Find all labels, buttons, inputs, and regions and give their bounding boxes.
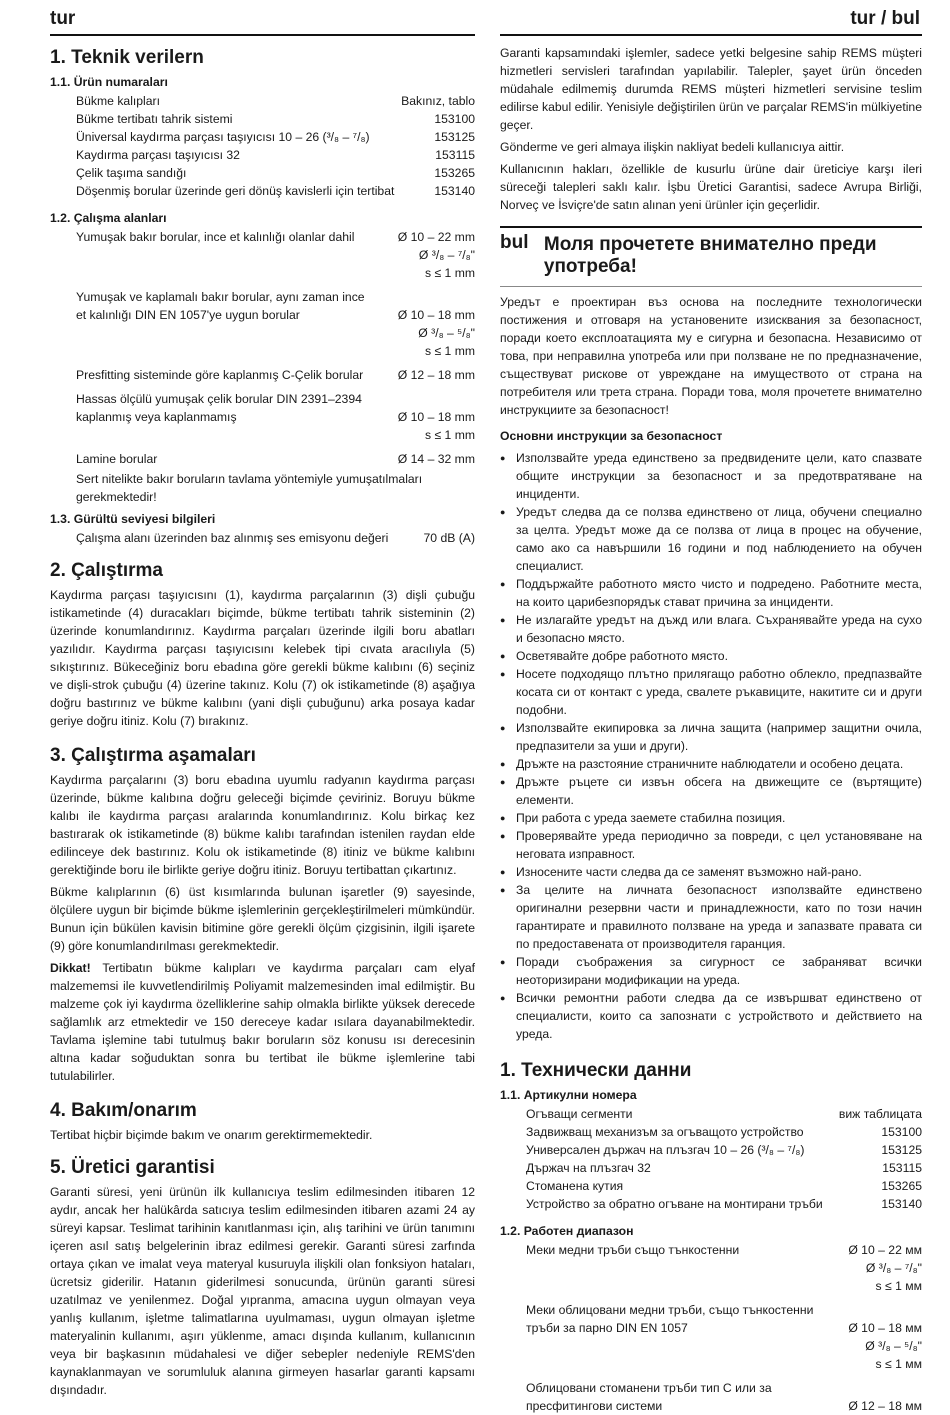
product-label: Üniversal kaydırma parçası taşıyıcısı 10 – 26 (³/₈ – ⁷/₈)	[76, 130, 370, 144]
bulgarian-header	[500, 226, 922, 278]
product-number: 153125	[434, 130, 475, 144]
product-row	[500, 1159, 922, 1177]
product-row	[50, 146, 475, 164]
steps-text-2: Bükme kalıplarının (6) üst kısımlarında bulunan işaretler (9) sayesinde, ölçülere uygun bir biçimde bükme işlemlerinin gerçekleştirilmeleri mümkündür. Bunun için bükülen kavisin bitimine göre gerekli ölçüm çizgisinin, ilgili işarete (9) göre konumlandırılması gerekmektedir.	[50, 885, 475, 953]
product-number: 153140	[434, 184, 475, 198]
range-row	[500, 1379, 922, 1415]
list-item: ● За целите на личната безопасност използвайте единствено оригинални резервни части и принадлежности, като по този начин гарантирате и правилното ползване на уреда и запазвате правата си по предоставената от производителя гаранция.	[500, 881, 922, 953]
range-row	[50, 228, 475, 282]
range-label: Меки медни тръби също тънкостенни	[526, 1243, 740, 1257]
warning-text: Tertibatın bükme kalıpları ve kaydırma parçaları cam elyaf malzememsi ile kuvvetlendirilmiş Poliyamit malzemesinden imal edilmiştir. Bu malzeme çok iyi kaydırma özelliklerine sahip olmakla birlikte yüksek derecede sağlamlık arz etmektedir ve 150 dereceye kadar ısılara dayanabilmektedir. Tavlama işlemine tabi tutulmuş bakır boruların söz konusu ısı derecesinin altına kadar soğuduktan sonra bu tertibat ile bükme işlemlerine tabi tutulabilirler.	[50, 961, 475, 1083]
product-numbers-title: 1.1. Ürün numaraları	[50, 75, 168, 89]
list-item: ● Не излагайте уредът на дъжд или влага. Съхранявайте уреда на сухо и безопасно място.	[500, 611, 922, 647]
bul-working-range-title: 1.2. Работен диапазон	[500, 1224, 634, 1238]
product-number: 153100	[434, 112, 475, 126]
product-label: Çelik taşıma sandığı	[76, 166, 187, 180]
range-row	[500, 1301, 922, 1373]
section-technical-data-title: 1. Teknik verilern	[50, 47, 204, 68]
product-row	[500, 1105, 922, 1123]
list-item: ● Износените части следва да се заменят възможно най-рано.	[500, 863, 922, 881]
product-row	[500, 1141, 922, 1159]
right-column	[500, 44, 922, 1415]
range-row	[50, 366, 475, 384]
list-item: ● Уредът следва да се ползва единствено от лица, обучени специално за целта. Уредът може да се ползва от лица в процес на обучение, само ако са навършили 16 години и под наблюдението на обучен специалист.	[500, 503, 922, 575]
range-values: Ø 10 – 18 mm s ≤ 1 mm	[397, 410, 475, 442]
list-item: ● Проверявайте уреда периодично за повреди, с цел установяване на неговата изправност.	[500, 827, 922, 863]
range-values: Ø 10 – 18 мм Ø ³/₈ – ⁵/₈" s ≤ 1 мм	[848, 1321, 922, 1371]
product-number: 153100	[881, 1125, 922, 1139]
warranty-text: Garanti süresi, yeni ürünün ilk kullanıcıya teslim edilmesinden itibaren 12 aydır, ancak her halükârda satıcıya teslim edilmesinden itibaren azami 24 ay süreyi kapsar. Teslimat tarihinin kanıtlanması için, alış tarihini ve ürün tanımını içeren asıl satış belgelerinin ibraz edilmesi gerekir. Garanti süresi zarfında ortaya çıkan ve imalat veya materyal kusuruyla ilişkili olan fonksiyon hataları, ücretsiz giderilir. Hatanın giderilmesi sonucunda, ürünün garanti süresi uzatılmaz ve yenilenmez. Doğal yıpranma, amacına uygun olmayan veya yanlış kullanım, işletme talimatlarına uyulmaması, uygun olmayan işletme materyalinin kullanımı, aşırı yüklenme, amacı dışında kullanım, kullanıcının veya bir başkasının müdahalesi ve diğer sebepler nedeniyle REMS'den kaynaklanmayan ve sorumluluk alanına girmeyen hasarlar garanti kapsamı dışındadır.	[50, 1185, 475, 1397]
working-range-title: 1.2. Çalışma alanları	[50, 211, 167, 225]
list-item: ● Използвайте уреда единствено за предвидените цели, като спазвате общите инструкции за безопасност и за предотвратяване на инциденти.	[500, 449, 922, 503]
header-language-left: tur	[50, 8, 76, 29]
maintenance-text: Tertibat hiçbir biçimde bakım ve onarım gerektirmemektedir.	[50, 1128, 373, 1142]
left-column	[50, 44, 475, 1403]
operation-text: Kaydırma parçası taşıyıcısını (1), kaydırma parçalarının (3) dişli çubuğu istikametinde (4) duracakları biçimde, bükme tertibatı tahrik sisteminin (2) üzerinde konumlandırınız. Kaydırma parçaları üzerinde ilgili boru abatları yazılıdır. Kaydırma parçası taşıyıcısını kelebek tipi cıvata aracılıyla (5) sıkıştırınız. Bükeceğiniz boru ebadına göre gerekli bükme kalıbını (6) seçiniz ve dişli-strok çubuğu (4) üzerine takınız. Kolu (7) ok istikametinde (8) aşağıya doğru bastırınız ve bükme kalıbını (yani dişli çubuğunu) arka posaya kadar geriye doğru itiniz. Kolu (7) bırakınız.	[50, 588, 475, 728]
list-item: ● Носете подходящо плътно прилягащо работно облекло, предпазвайте косата си от контакт с уреда, свалете ръкавиците, накитите си и други подобни.	[500, 665, 922, 719]
section-steps-title: 3. Çalıştırma aşamaları	[50, 745, 256, 766]
intro-text: Уредът е проектиран въз основа на последните технологически постижения и отговаря на установените изисквания за безопасност, поради което експлоатацията му е сигурна и безопасна. Независимо от това, при неправилна употреба или при ползване не по предназначение, съществуват рискове от увреждане на имуществото от страна на потребителя или трета страна. Поради това, моля прочетете внимателно инструкциите за безопасност!	[500, 295, 922, 417]
product-number: 153115	[882, 1161, 922, 1175]
product-label: Bükme kalıpları	[76, 94, 160, 108]
product-number: 153265	[881, 1179, 922, 1193]
range-row	[500, 1241, 922, 1295]
product-label: Задвижващ механизъм за огъващото устройство	[526, 1125, 804, 1139]
warranty-rights-text: Kullanıcının hakları, özellikle de kusurlu ürüne dair üreticiye karşı ileri süreceği talepleri saklı kalır. İşbu Üretici Garantisi, sadece Avrupa Birliği, Norveç ve İsviçre'de satın alınan yeni ürünler için geçerlidir.	[500, 162, 922, 212]
steps-text-1: Kaydırma parçalarını (3) boru ebadına uyumlu radyanın kaydırma parçası üzerinde, bükme kalıbına doğru geleceği biçimde çeviriniz. Boruyu bükme kalıbı ile kaydırma parçası aralarında konumlandırınız. Kolu birkaç kez bastırarak ok istikametinde (8) bükme kalıbı tarafından istenilen raydan elde edilinceye dek bastırınız. Kolu ok istikametinde (8) itiniz ve bükme kalıbını gerektiğinde boru ile birlikte geriye doğru itiniz. Boruyu tertibattan çıkartınız.	[50, 773, 475, 877]
product-number: Bakınız, tablo	[401, 94, 475, 108]
safety-list	[500, 449, 922, 1043]
divider	[500, 286, 922, 287]
steps-warning	[50, 959, 475, 1085]
product-row	[50, 164, 475, 182]
product-number: 153140	[881, 1197, 922, 1211]
list-item: ● Дръжте на разстояние страничните наблюдатели и особено децата.	[500, 755, 922, 773]
product-number: 153265	[434, 166, 475, 180]
range-label: Yumuşak ve kaplamalı bakır borular, aynı zaman ince et kalınlığı DIN EN 1057'ye uygun borular	[76, 290, 365, 322]
bul-article-numbers-title: 1.1. Артикулни номера	[500, 1088, 637, 1102]
product-label: Стоманена кутия	[526, 1179, 624, 1193]
warranty-shipping-text: Gönderme ve geri almaya ilişkin nakliyat bedeli kullanıcıya aittir.	[500, 140, 845, 154]
product-list	[50, 92, 475, 200]
product-number: 153115	[435, 148, 475, 162]
range-row	[50, 288, 475, 360]
product-label: Kaydırma parçası taşıyıcısı 32	[76, 148, 240, 162]
range-values: Ø 10 – 22 мм Ø ³/₈ – ⁷/₈" s ≤ 1 мм	[848, 1243, 922, 1293]
bul-product-list	[500, 1105, 922, 1213]
section-warranty-title: 5. Üretici garantisi	[50, 1157, 215, 1178]
product-row	[50, 110, 475, 128]
product-label: Döşenmiş borular üzerinde geri dönüş kavislerli için tertibat	[76, 184, 395, 198]
range-values: Ø 10 – 18 mm Ø ³/₈ – ⁵/₈" s ≤ 1 mm	[397, 308, 475, 358]
list-item: ● При работа с уреда заемете стабилна позиция.	[500, 809, 922, 827]
warranty-service-text: Garanti kapsamındaki işlemler, sadece yetki belgesine sahip REMS müşteri hizmetleri servisleri tarafından yapılabilir. Talepler, şayet ürün önceden müdahale edilmemiş durumda REMS müşteri hizmetleri servisine teslim edilirse kabul edilir. Yenisiyle değiştirilen ürün ve parçalar REMS'in mülkiyetine geçer.	[500, 46, 922, 132]
product-label: Държач на плъзгач 32	[526, 1161, 651, 1175]
list-item: ● Всички ремонтни работи следва да се извършват единствено от специалисти, които са запознати с устройството и действието на уреда.	[500, 989, 922, 1043]
product-row	[50, 92, 475, 110]
section-maintenance-title: 4. Bakım/onarım	[50, 1100, 197, 1121]
product-number: виж таблицата	[838, 1107, 922, 1121]
bul-technical-data-title: 1. Технически данни	[500, 1060, 692, 1081]
range-row	[50, 450, 475, 468]
annealing-note: Sert nitelikte bakır boruların tavlama yöntemiyle yumuşatılmaları gerekmektedir!	[76, 472, 423, 504]
noise-label: Çalışma alanı üzerinden baz alınmış ses emisyonu değeri	[76, 531, 389, 545]
range-label: Hassas ölçülü yumuşak çelik borular DIN 2391–2394 kaplanmış veya kaplanmamış	[76, 392, 362, 424]
header-rule-right	[500, 34, 922, 36]
range-values: Ø 14 – 32 mm	[397, 452, 475, 466]
warning-label: Dikkat!	[50, 961, 91, 975]
product-label: Устройство за обратно огъване на монтирани тръби	[526, 1197, 823, 1211]
product-label: Огъващи сегменти	[526, 1107, 633, 1121]
product-row	[500, 1195, 922, 1213]
read-carefully-title: Моля прочетете внимателно преди употреба!	[543, 234, 877, 277]
product-row	[50, 182, 475, 200]
range-label: Yumuşak bakır borular, ince et kalınlığı olanlar dahil	[76, 230, 355, 244]
list-item: ● Поради съображения за сигурност се забраняват всички неоторизирани модификации на уреда.	[500, 953, 922, 989]
range-label: Presfitting sisteminde göre kaplanmış C-Çelik borular	[76, 368, 364, 382]
range-values: Ø 12 – 18 mm	[397, 368, 475, 382]
header-rule-left	[50, 34, 475, 36]
list-item: ● Използвайте екипировка за лична защита (например защитни очила, предпазители за уши и други).	[500, 719, 922, 755]
product-row	[50, 128, 475, 146]
product-row	[500, 1177, 922, 1195]
product-label: Универсален държач на плъзгач 10 – 26 (³/₈ – ⁷/₈)	[526, 1143, 805, 1157]
list-item: ● Дръжте ръцете си извън обсега на движещите се (въртящите) елементи.	[500, 773, 922, 809]
range-values: Ø 12 – 18 мм	[848, 1399, 922, 1413]
range-label: Lamine borular	[76, 452, 158, 466]
noise-title: 1.3. Gürültü seviyesi bilgileri	[50, 512, 216, 526]
range-label: Облицовани стоманени тръби тип С или за пресфитингови системи	[526, 1381, 772, 1413]
list-item: ● Осветявайте добре работното място.	[500, 647, 922, 665]
range-row	[50, 390, 475, 444]
product-label: Bükme tertibatı tahrik sistemi	[76, 112, 233, 126]
product-number: 153125	[881, 1143, 922, 1157]
noise-value: 70 dB (A)	[423, 531, 475, 545]
noise-row	[50, 529, 475, 547]
header-language-right: tur / bul	[850, 8, 920, 29]
section-operation-title: 2. Çalıştırma	[50, 560, 163, 581]
safety-title: Основни инструкции за безопасност	[500, 429, 723, 443]
range-values: Ø 10 – 22 mm Ø ³/₈ – ⁷/₈" s ≤ 1 mm	[397, 230, 475, 280]
product-row	[500, 1123, 922, 1141]
list-item: ● Поддържайте работното място чисто и подредено. Работните места, на които царибезпорядък стават причина за инциденти.	[500, 575, 922, 611]
language-code: bul	[500, 232, 529, 253]
range-label: Меки облицовани медни тръби, също тънкостенни тръби за парно DIN EN 1057	[526, 1303, 814, 1335]
